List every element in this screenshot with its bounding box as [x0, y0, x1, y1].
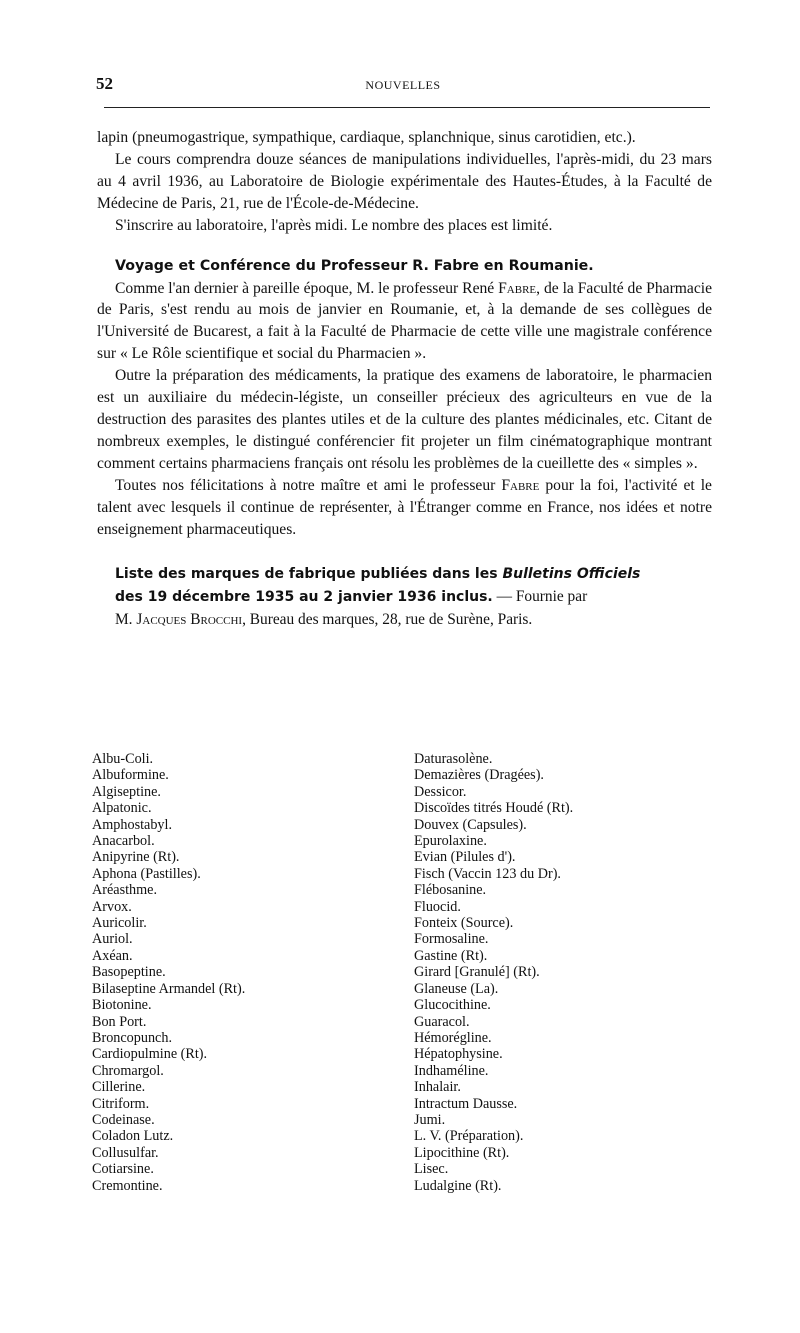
trademark-entry: Basopeptine.	[92, 964, 166, 981]
trademark-entry: Aphona (Pastilles).	[92, 865, 201, 882]
list-heading-line	[115, 609, 712, 631]
trademark-entry: Epurolaxine.	[414, 833, 487, 850]
trademark-entry: Anipyrine (Rt).	[92, 849, 180, 866]
trademark-entry: Flébosanine.	[414, 882, 487, 899]
list-heading-line	[97, 563, 712, 586]
trademark-entry: Auricolir.	[92, 915, 147, 932]
trademark-entry: Anacarbol.	[92, 833, 155, 850]
trademark-entry: Lisec.	[414, 1161, 449, 1178]
trademark-entry: L. V. (Préparation).	[414, 1128, 524, 1145]
list-heading-line	[115, 586, 712, 609]
trademark-entry: Amphostabyl.	[92, 816, 172, 833]
heading-run: des 19 décembre 1935 au 2 janvier 1936 inclus.	[115, 589, 493, 606]
trademark-entry: Dessicor.	[414, 783, 467, 800]
trademark-entry: Cillerine.	[92, 1079, 146, 1096]
heading-run: M.	[115, 611, 137, 629]
trademark-entry: Evian (Pilules d').	[414, 849, 516, 866]
trademark-entry: Girard [Granulé] (Rt).	[414, 964, 540, 981]
person-name: Fabre	[501, 476, 540, 494]
trademark-entry: Bilaseptine Armandel (Rt).	[92, 980, 246, 997]
trademark-entry: Albuformine.	[92, 767, 169, 784]
trademark-entry: Daturasolène.	[414, 751, 493, 767]
person-name: Fabre	[498, 279, 537, 297]
paragraph: Outre la préparation des médicaments, la pratique des examens de laboratoire, le pharmacien est un auxiliaire du médecin-légiste, un conseiller précieux des agriculteurs en vue de la destruction des parasites des plantes utiles et de la culture des plantes médicinales, etc. Citant de nombreux exemples, le distingué conférencier fit projeter un film cinématographique montrant comment certains pharmaciens français ont résolu les problèmes de la cueillette des « simples ».	[97, 367, 712, 472]
trademark-entry: Bon Port.	[92, 1013, 147, 1030]
trademark-entry: Douvex (Capsules).	[414, 816, 527, 833]
trademark-entry: Cremontine.	[92, 1177, 163, 1194]
paragraph: Le cours comprendra douze séances de manipulations individuelles, l'après-midi, du 23 mars au 4 avril 1936, au Laboratoire de Biologie expérimentale des Hautes-Études, à la Faculté de Médecine de Paris, 21, rue de l'École-de-Médecine.	[97, 150, 712, 212]
paragraph: lapin (pneumogastrique, sympathique, cardiaque, splanchnique, sinus carotidien, etc.).	[97, 129, 636, 146]
trademark-entry: Biotonine.	[92, 997, 152, 1014]
trademark-entry: Aréasthme.	[92, 882, 158, 899]
heading-run: — Fournie par	[492, 588, 588, 606]
heading-italic-run: Bulletins Officiels	[502, 566, 641, 583]
trademark-entry: Hémorégline.	[414, 1029, 492, 1046]
trademark-entry: Jumi.	[414, 1111, 446, 1128]
trademark-entry: Guaracol.	[414, 1013, 470, 1030]
trademark-entry: Citriform.	[92, 1095, 150, 1112]
trademark-entry: Codeinase.	[92, 1111, 155, 1128]
section-title: Voyage et Conférence du Professeur R. Fabre en Roumanie.	[115, 257, 594, 274]
list-heading	[97, 563, 712, 631]
trademark-column-right	[414, 751, 712, 1194]
trademark-entry: Albu-Coli.	[92, 751, 154, 767]
trademark-entry: Axéan.	[92, 947, 133, 964]
person-name: Jacques Brocchi	[136, 611, 243, 629]
text-run: Comme l'an dernier à pareille époque, M. le professeur René	[115, 279, 499, 297]
trademark-entry: Hépatophysine.	[414, 1046, 503, 1063]
page-header	[96, 74, 710, 108]
trademark-entry: Arvox.	[92, 898, 132, 915]
trademark-entry: Discoïdes titrés Houdé (Rt).	[414, 800, 574, 817]
trademark-entry: Fonteix (Source).	[414, 915, 514, 932]
header-rule	[104, 107, 710, 108]
trademark-entry: Lipocithine (Rt).	[414, 1144, 510, 1161]
trademark-entry: Collusulfar.	[92, 1144, 159, 1161]
trademark-entry: Inhalair.	[414, 1079, 461, 1096]
paragraph: S'inscrire au laboratoire, l'après midi. Le nombre des places est limité.	[115, 216, 553, 234]
trademark-entry: Cardiopulmine (Rt).	[92, 1046, 208, 1063]
trademark-entry: Intractum Dausse.	[414, 1095, 518, 1112]
trademark-entry: Coladon Lutz.	[92, 1128, 174, 1145]
trademark-list	[92, 751, 712, 1221]
trademark-entry: Chromargol.	[92, 1062, 164, 1079]
trademark-entry: Glaneuse (La).	[414, 980, 499, 997]
trademark-entry: Cotiarsine.	[92, 1161, 154, 1178]
paragraph	[97, 475, 712, 541]
trademark-entry: Algiseptine.	[92, 783, 161, 800]
trademark-entry: Gastine (Rt).	[414, 947, 488, 964]
trademark-entry: Fluocid.	[414, 898, 461, 915]
trademark-column-left	[92, 751, 392, 1194]
trademark-entry: Auriol.	[92, 931, 133, 948]
text-run: , de la Faculté de Pharmacie de Paris, s'est rendu au mois de janvier en Roumanie, et, à la demande de ses collègues de l'Université de Bucarest, a fait à la Faculté de Pharmacie de cette ville une magistrale conférence sur « Le Rôle scientifique et social du Pharmacien ».	[97, 279, 712, 363]
heading-run: , Bureau des marques, 28, rue de Surène, Paris.	[242, 611, 533, 629]
trademark-entry: Indhaméline.	[414, 1062, 489, 1079]
trademark-entry: Ludalgine (Rt).	[414, 1177, 502, 1194]
page-number: 52	[96, 74, 113, 93]
page-body	[97, 127, 712, 631]
trademark-entry: Fisch (Vaccin 123 du Dr).	[414, 865, 561, 882]
running-head: NOUVELLES	[365, 78, 441, 92]
trademark-entry: Broncopunch.	[92, 1029, 172, 1046]
text-run: Toutes nos félicitations à notre maître et ami le professeur	[115, 476, 502, 494]
paragraph	[97, 278, 712, 366]
trademark-entry: Formosaline.	[414, 931, 489, 948]
trademark-entry: Demazières (Dragées).	[414, 767, 544, 784]
heading-run: Liste des marques de fabrique publiées dans les	[115, 566, 503, 583]
text-run: pour la foi, l'activité et le talent avec lesquels il continue de représenter, à l'Étranger comme en France, nos idées et notre enseignement pharmaceutiques.	[97, 476, 712, 538]
trademark-entry: Alpatonic.	[92, 800, 152, 817]
trademark-entry: Glucocithine.	[414, 997, 491, 1014]
